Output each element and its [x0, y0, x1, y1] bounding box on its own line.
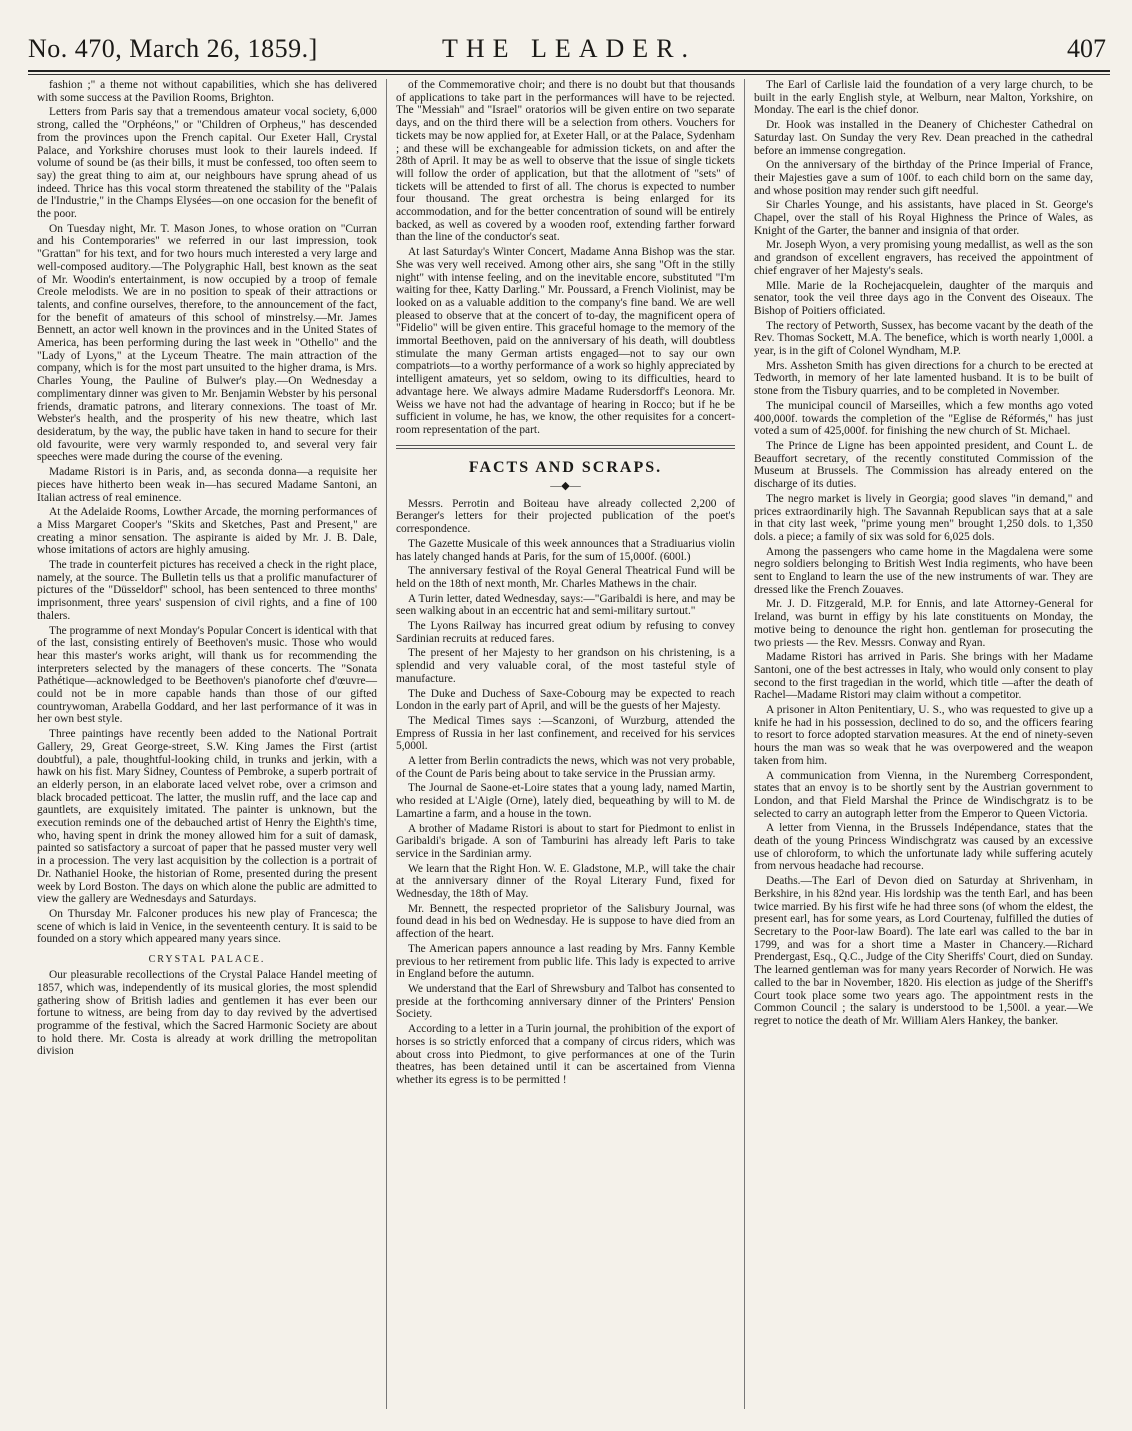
news-item: Among the passengers who came home in the Magdalena were some negro soldiers belonging to British West India regiments, who have been sent to England to learn the use of the new instruments of war. They are dressed like the French Zouaves. — [754, 545, 1093, 596]
news-item: We learn that the Right Hon. W. E. Gladstone, M.P., will take the chair at the anniversary dinner of the Royal Literary Fund, fixed for Wednesday, the 18th of May. — [396, 862, 735, 901]
news-item: A communication from Vienna, in the Nuremberg Correspondent, states that an envoy is to be shortly sent by the Austrian government to London, and that Field Marshal the Prince de Windischgratz is to be selected to carry an autograph letter from the Emperor to Queen Victoria. — [754, 769, 1093, 820]
article-paragraph: Madame Ristori is in Paris, and, as seconda donna—a requisite her pieces have hitherto been weak in—has secured Madame Santoni, an Italian actress of real eminence. — [37, 466, 377, 504]
news-item: A letter from Berlin contradicts the news, which was not very probable, of the Count de Paris being about to take service in the Prussian army. — [396, 755, 735, 780]
news-item: Deaths.—The Earl of Devon died on Saturday at Shrivenham, in Berkshire, in his 82nd year. His lordship was the tenth Earl, and has been twice married. By his first wife he had three sons (of whom the eldest, the present earl, has for some years, as Lord Courtenay, fulfilled the duties of Secretary to the Poor-law Board). The late earl was called to the bar in 1799, and was for a short time a Master in Chancery.—Richard Prendergast, Esq., Q.C., Judge of the City Sheriffs' Court, died on Sunday. The learned gentleman was for many years Recorder of Norwich. He was called to the bar in November, 1820. His election as judge of the Sheriff's Court took place some two years ago. The appointment rests in the Common Council ; the salary is understood to be 1,500l. a year.—We regret to notice the death of Mr. William Alers Hankey, the banker. — [754, 875, 1093, 1027]
masthead — [28, 30, 1110, 72]
news-item: Mr. J. D. Fitzgerald, M.P. for Ennis, and late Attorney-General for Ireland, was burnt in effigy by his late constituents on Monday, the motive being to denounce the right hon. gentleman for prosecuting the two priests — the Rev. Messrs. Conway and Ryan. — [754, 598, 1093, 649]
masthead-rule — [28, 74, 1110, 75]
article-paragraph: Three paintings have recently been added to the National Portrait Gallery, 29, Great George-street, S.W. King James the First (artist doubtful), a pale, thoughtful-looking child, in trunks and jerkin, with a hawk on his fist. Mary Sidney, Countess of Pembroke, a superb portrait of an elderly person, in an elaborate laced velvet robe, over a crimson and black brocaded petticoat. The latter, the muslin ruff, and the lace cap and gauntlets, are exquisitely imitated. The painter is unknown, but the execution reminds one of the debauched artist of Henry the Eighth's time, who, having spent in drink the money allowed him for a suit of damask, painted so satisfactory a surcoat of paper that he passed muster very well in a procession. The very last acquisition by the collection is a portrait of Dr. Nathaniel Hooke, the historian of Rome, presented during the present week by Lord Boston. The days on which alone the public are admitted to view the gallery are Wednesdays and Saturdays. — [37, 728, 377, 906]
news-item: Mr. Bennett, the respected proprietor of the Salisbury Journal, was found dead in his bed on Wednesday. He is suppose to have died from an affection of the heart. — [396, 902, 735, 941]
article-paragraph: On Tuesday night, Mr. T. Mason Jones, to whose oration on "Curran and his Contemporaries" we referred in our last impression, took "Grattan" for his text, and for two hours much interested a very large and well-composed auditory.—The Polygraphic Hall, best known as the seat of Mr. Woodin's entertainment, is now occupied by a troop of female Creole melodists. We are in no position to speak of their attractions or talents, and confine ourselves, therefore, to the announcement of the fact, for the benefit of amateurs of this school of minstrelsy.—Mr. James Bennett, an actor well known in the provinces and in the United States of America, has been performing during the last week in "Othello" and the "Lady of Lyons," at the Lyceum Theatre. The main attraction of the company, which is for the most part unsuited to the higher drama, is Mrs. Charles Young, the Pauline of Bulwer's play.—On Wednesday a complimentary dinner was given to Mr. Benjamin Webster by his personal friends, dramatic patrons, and literary connexions. The toast of Mr. Webster's health, and the prosperity of his new theatre, which last desideratum, by the way, the public have taken in hand to secure for their old favourite, were very warmly responded to, and several very fair speeches were made during the course of the evening. — [37, 222, 377, 464]
news-item: The Journal de Saone-et-Loire states that a young lady, named Martin, who resided at L'Aigle (Orne), lately died, bequeathing by will to M. de Lamartine a farm, and a house in the town. — [396, 782, 735, 820]
news-item: The Medical Times says :—Scanzoni, of Wurzburg, attended the Empress of Russia in her last confinement, and received for his services 5,000l. — [396, 714, 735, 753]
news-item: Mlle. Marie de la Rochejacquelein, daughter of the marquis and senator, took the veil three days ago in the Convent des Oiseaux. The Bishop of Poitiers officiated. — [754, 279, 1093, 317]
heading-ornament: —◆— — [550, 479, 581, 492]
column-2 — [386, 79, 744, 1409]
article-paragraph: The programme of next Monday's Popular Concert is identical with that of the last, consisting entirely of Beethoven's music. Those who would hear this master's works aright, will thank us for recommending the interpreters selected by the managers of these concerts. The "Sonata Pathétique—acknowledged to be Beethoven's pianoforte chef d'œuvre—could not be in more capable hands than those of our gifted countrywoman, Arabella Goddard, and her last performance of it was in her own best style. — [37, 624, 377, 726]
news-item: A letter from Vienna, in the Brussels Indépendance, states that the death of the young Princess Windischgratz was caused by an excessive use of chloroform, to which the unfortunate lady while suffering acutely from nervous headache had recourse. — [754, 822, 1093, 873]
column-3 — [744, 79, 1102, 1409]
news-item: Mrs. Assheton Smith has given directions for a church to be erected at Tedworth, in memory of her late lamented husband. It is to be built of stone from the Tisbury quarries, and to be completed in November. — [754, 359, 1093, 398]
news-item: The negro market is lively in Georgia; good slaves "in demand," and prices extraordinarily high. The Savannah Republican says that at a sale in that city last week, "prime young men" brought 1,250 dols. to 1,350 dols. a piece; a family of six was sold for 6,025 dols. — [754, 492, 1093, 543]
news-item: We understand that the Earl of Shrewsbury and Talbot has consented to preside at the forthcoming anniversary dinner of the Printers' Pension Society. — [396, 983, 735, 1021]
news-item: The Prince de Ligne has been appointed president, and Count L. de Beauffort secretary, of the recently constituted Commission of the Museum at Brussels. The Commission has already entered on the discharge of its duties. — [754, 439, 1093, 491]
news-item: A Turin letter, dated Wednesday, says:—"Garibaldi is here, and may be seen walking about in an eccentric hat and semi-military surtout." — [396, 592, 735, 618]
issue-line: No. 470, March 26, 1859.] — [28, 34, 318, 63]
article-paragraph: of the Commemorative choir; and there is no doubt but that thousands of applications to take part in the performances will have to be rejected. The "Messiah" and "Israel" oratorios will be given entire on two separate days, and on the third there will be a selection from others. Vouchers for tickets may be now applied for, at Exeter Hall, or at the Palace, Sydenham ; and these will be exchangeable for admission tickets, on and after the 28th of April. It may be as well to observe that the issue of single tickets will follow the order of application, but that the allotment of "sets" of tickets will be attended to first of all. The chorus is expected to number four thousand. The great orchestra is being enlarged for its accommodation, and for the better concentration of sound will be entirely backed, as well as covered by a wooden roof, extending farther forward than the line of the conductor's seat. — [396, 79, 735, 244]
news-item: The rectory of Petworth, Sussex, has become vacant by the death of the Rev. Thomas Sockett, M.A. The benefice, which is worth nearly 1,000l. a year, is in the gift of Colonel Wyndham, M.P. — [754, 319, 1093, 358]
news-item: The municipal council of Marseilles, which a few months ago voted 400,000f. towards the completion of the "Eglise de Réformés," has just voted a sum of 425,000f. for finishing the new church of St. Michael. — [754, 399, 1093, 438]
column-1 — [28, 79, 386, 1409]
news-item: The Lyons Railway has incurred great odium by refusing to convey Sardinian recruits at reduced fares. — [396, 620, 735, 645]
section-rule — [396, 445, 735, 449]
page-number: 407 — [1067, 34, 1106, 63]
newspaper-title: THE LEADER. — [441, 34, 697, 63]
news-item: Mr. Joseph Wyon, a very promising young medallist, as well as the son and grandson of excellent engravers, has received the appointment of chief engraver of her Majesty's seals. — [754, 239, 1093, 277]
article-paragraph: At last Saturday's Winter Concert, Madame Anna Bishop was the star. She was very well received. Among other airs, she sang "Oft in the stilly night" with intense feeling, and on the inevitable encore, substituted "I'm waiting for thee, Katty Darling." Mr. Poussard, a French Violinist, may be looked on as a valuable addition to the company's fine band. We are well pleased to observe that at the concert of to-day, the magnificent opera of "Fidelio" will be given entire. This graceful homage to the memory of the immortal Beethoven, paid on the anniversary of his death, will doubtless stimulate the many German artists engaged—not to say our own compatriots—to a worthy performance of a work so highly appreciated by intelligent amateurs, yet so seldom, owing to its difficulties, heard to advantage here. We always admire Madame Rudersdorff's Leonora. Mr. Weiss we have not had the advantage of hearing in Rocco; but if he be sufficient in volume, he has, we know, the other requisites for a concert-room representation of the part. — [396, 246, 735, 436]
crystal-palace-heading: CRYSTAL PALACE. — [148, 954, 266, 966]
news-item: Dr. Hook was installed in the Deanery of Chichester Cathedral on Saturday last. On Sunday the very Rev. Dean preached in the cathedral before an immense congregation. — [754, 119, 1093, 157]
article-paragraph: At the Adelaide Rooms, Lowther Arcade, the morning performances of a Miss Margaret Cooper's "Skits and Sketches, Past and Present," are creating a minor sensation. The aspirante is aided by Mr. J. B. Dale, whose imitations of actors are highly amusing. — [37, 506, 377, 557]
news-item: A brother of Madame Ristori is about to start for Piedmont to enlist in Garibaldi's brigade. A son of Tamburini has already left Paris to take service in the Sardinian army. — [396, 822, 735, 860]
news-item: The Gazette Musicale of this week announces that a Stradiuarius violin has lately changed hands at Paris, for the sum of 15,000f. (600l.) — [396, 537, 735, 563]
news-item: The Duke and Duchess of Saxe-Cobourg may be expected to reach London in the early part of April, and will be the guests of her Majesty. — [396, 687, 735, 713]
news-item: A prisoner in Alton Penitentiary, U. S., who was requested to give up a knife he had in his possession, declined to do so, and the officers fearing to resort to force adopted starvation measures. At the end of ninety-seven hours the man was so weak that he was overpowered and the weapon taken from him. — [754, 704, 1093, 767]
article-paragraph: Our pleasurable recollections of the Crystal Palace Handel meeting of 1857, which was, independently of its musical glories, the most splendid gathering show of British ladies and gentlemen it has ever been our fortune to witness, are being from day to day revived by the advertised programme of the festival, which the Sacred Harmonic Society are about to hold there. Mr. Costa is already at work drilling the metropolitan division — [37, 969, 377, 1058]
news-item: According to a letter in a Turin journal, the prohibition of the export of horses is so strictly enforced that a company of circus riders, which was about cross into Piedmont, to give performances at one of the Turin theatres, has been detained until it can be ascertained from Vienna whether its egress is to be permitted ! — [396, 1023, 735, 1086]
news-item: Sir Charles Younge, and his assistants, have placed in St. George's Chapel, over the stall of his Royal Highness the Prince of Wales, as Knight of the Garter, the banner and insignia of that order. — [754, 199, 1093, 237]
news-item: Madame Ristori has arrived in Paris. She brings with her Madame Santoni, one of the best actresses in Italy, who would only consent to play second to the first tragedian in the world, which title —after the death of Rachel—Madame Ristori may claim without a competitor. — [754, 651, 1093, 702]
article-paragraph: On Thursday Mr. Falconer produces his new play of Francesca; the scene of which is laid in Venice, in the seventeenth century. It is said to be founded on a story which appeared many years since. — [37, 908, 377, 946]
news-item: The present of her Majesty to her grandson on his christening, is a splendid and very valuable coral, of the most tasteful style of manufacture. — [396, 647, 735, 685]
news-item: Messrs. Perrotin and Boiteau have already collected 2,200 of Beranger's letters for their projected publication of the poet's correspondence. — [396, 497, 735, 536]
columns — [28, 79, 1110, 1409]
news-item: On the anniversary of the birthday of the Prince Imperial of France, their Majesties gave a sum of 100f. to each child born on the same day, and whose position may render such gift needful. — [754, 159, 1093, 197]
article-paragraph: The trade in counterfeit pictures has received a check in the right place, namely, at the source. The Bulletin tells us that a prolific manufacturer of pictures of the "Düsseldorf" school, has been sentenced to three months' imprisonment, three years' suspension of civil rights, and a fine of 100 thalers. — [37, 559, 377, 622]
facts-and-scraps-heading: FACTS AND SCRAPS. — [468, 458, 663, 476]
news-item: The Earl of Carlisle laid the foundation of a very large church, to be built in the early English style, at Welburn, near Malton, Yorkshire, on Monday. The earl is the chief donor. — [754, 79, 1093, 117]
news-item: The American papers announce a last reading by Mrs. Fanny Kemble previous to her retirement from public life. This lady is expected to arrive in England before the autumn. — [396, 942, 735, 981]
article-paragraph: Letters from Paris say that a tremendous amateur vocal society, 6,000 strong, called the "Orphéons," or "Children of Orpheus," has descended from the provinces upon the French capital. Our Exeter Hall, Crystal Palace, and Yorkshire choruses must look to their laurels indeed. If volume of sound be (as their bills, it must be confessed, too often seem to say) the great thing to aim at, our neighbours have sprung ahead of us indeed. Thrice has this vocal storm threatened the stability of the "Palais de l'Industrie," in the Champs Elysées—on one occasion for the benefit of the poor. — [37, 106, 377, 221]
news-item: The anniversary festival of the Royal General Theatrical Fund will be held on the 18th of next month, Mr. Charles Mathews in the chair. — [396, 565, 735, 590]
article-paragraph: fashion ;" a theme not without capabilities, which she has delivered with some success at the Pavilion Rooms, Brighton. — [37, 79, 377, 104]
